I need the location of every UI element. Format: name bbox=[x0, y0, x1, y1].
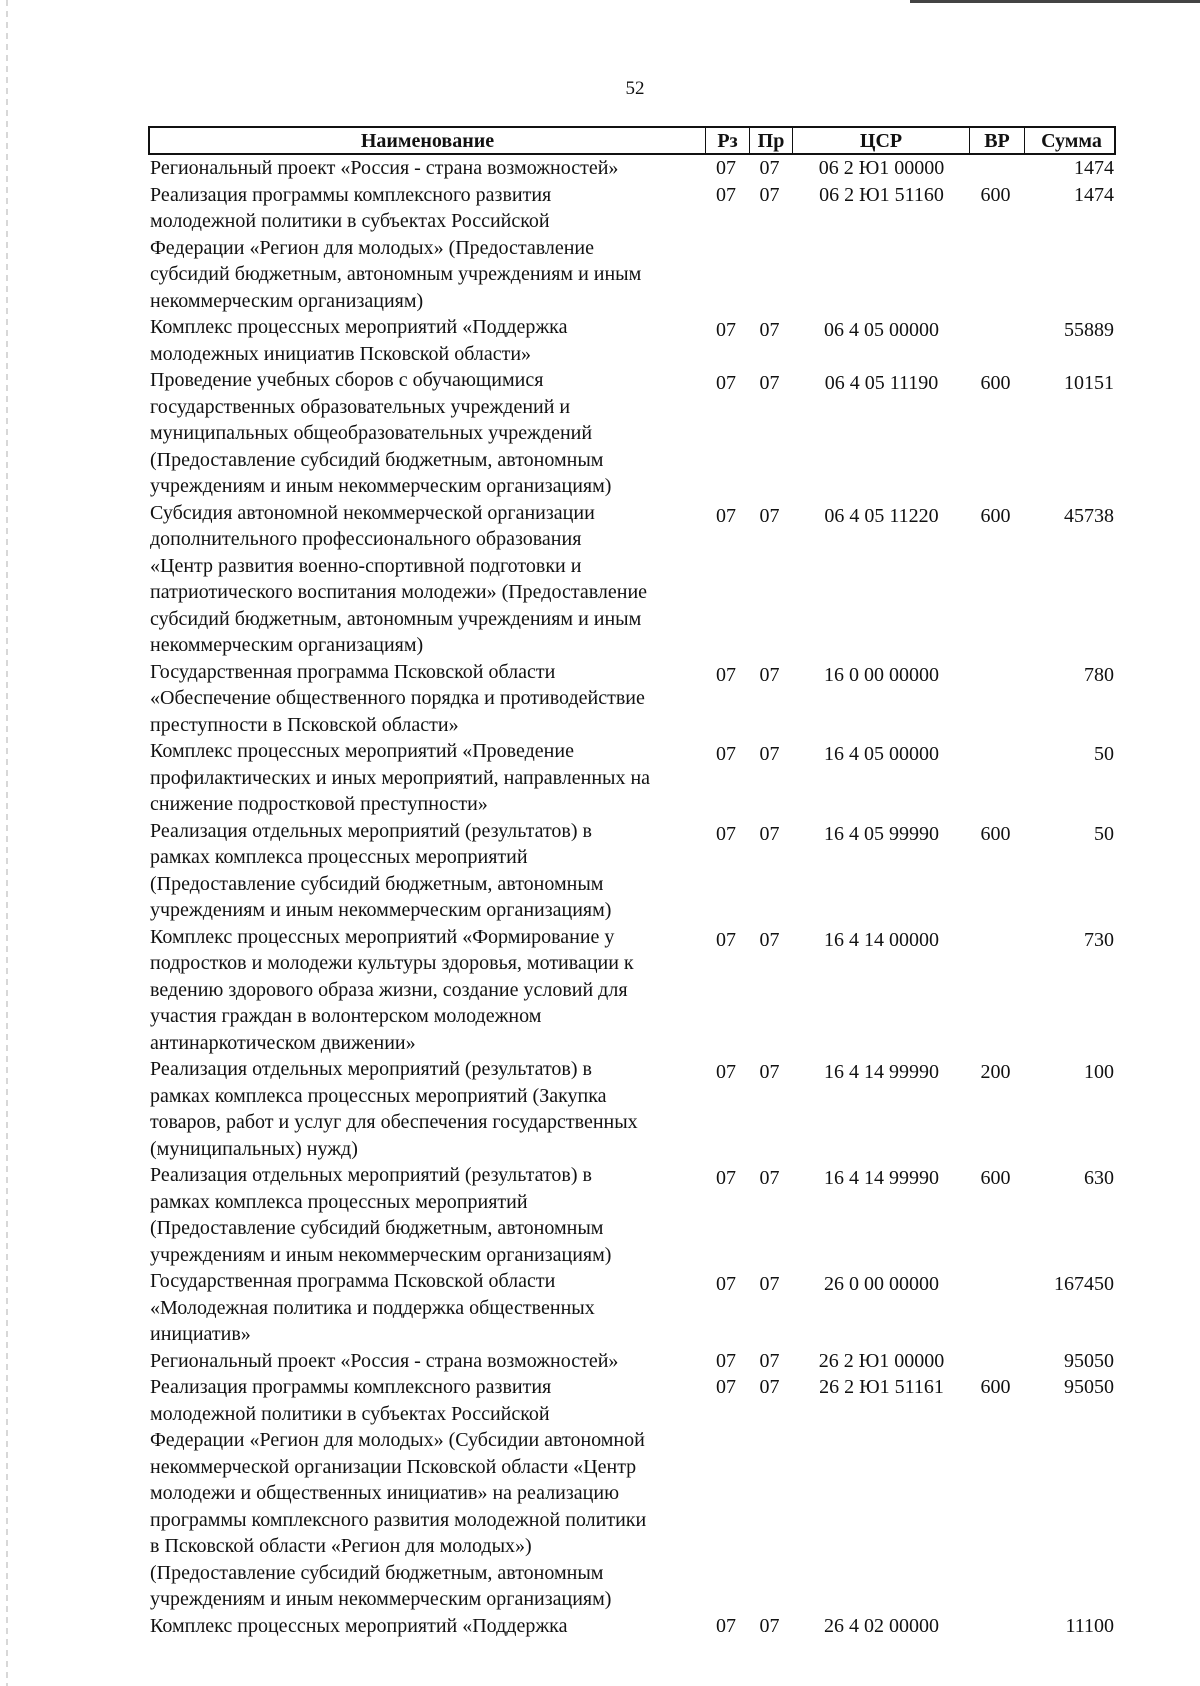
row-csr: 06 4 05 00000 bbox=[824, 319, 939, 341]
table-header bbox=[148, 126, 1116, 155]
row-rz: 07 bbox=[716, 1273, 736, 1295]
row-vr: 600 bbox=[980, 1376, 1011, 1398]
row-csr: 26 0 00 00000 bbox=[824, 1273, 939, 1295]
row-name: Региональный проект «Россия - страна возможностей» bbox=[150, 1349, 619, 1372]
row-csr: 06 4 05 11190 bbox=[824, 372, 939, 394]
row-name: Субсидия автономной некоммерческой организации дополнительного профессионального образования «Центр развития военно-спортивной подготовки и патриотического воспитания молодежи» (Предоставление субсидий бюджетным, автономным учреждениям и иным некоммерческим организациям) bbox=[150, 501, 648, 656]
scan-edge-top bbox=[910, 0, 1200, 3]
row-rz: 07 bbox=[716, 504, 736, 527]
row-csr: 16 4 14 00000 bbox=[824, 928, 939, 951]
row-rz: 07 bbox=[716, 1349, 736, 1372]
table-row bbox=[148, 1374, 1116, 1613]
row-vr bbox=[968, 924, 1023, 1057]
scan-edge-left bbox=[6, 0, 8, 1686]
header-name: Наименование bbox=[150, 128, 706, 153]
header-csr: ЦСР bbox=[793, 128, 970, 153]
row-rz: 07 bbox=[716, 1167, 736, 1189]
table-row bbox=[148, 1162, 1116, 1268]
row-pr: 07 bbox=[759, 157, 780, 179]
row-sum: 50 bbox=[1094, 743, 1114, 765]
header-rz: Рз bbox=[706, 128, 750, 153]
row-name: Комплекс процессных мероприятий «Поддержка молодежных инициатив Псковской области» bbox=[150, 316, 568, 365]
table-row bbox=[148, 182, 1116, 315]
row-pr: 07 bbox=[759, 1376, 780, 1398]
row-name: Комплекс процессных мероприятий «Формирование у подростков и молодежи культуры здоровья, мотивации к ведению здорового образа жизни, создание условий для участия граждан в волонтерском молодежном антинаркотическом движении» bbox=[150, 925, 634, 1054]
row-sum: 100 bbox=[1084, 1061, 1114, 1083]
row-name: Проведение учебных сборов с обучающимися государственных образовательных учреждений и муниципальных общеобразовательных учреждений (Предоставление субсидий бюджетным, автономным учреждениям и иным некоммерческим организациям) bbox=[150, 369, 612, 497]
row-pr: 07 bbox=[759, 1273, 780, 1295]
row-sum: 730 bbox=[1084, 928, 1114, 951]
row-pr: 07 bbox=[759, 319, 780, 341]
row-pr: 07 bbox=[759, 743, 780, 765]
row-pr: 07 bbox=[759, 663, 780, 686]
row-pr: 07 bbox=[759, 928, 780, 951]
row-vr bbox=[968, 314, 1023, 367]
row-vr: 600 bbox=[980, 504, 1011, 527]
row-pr: 07 bbox=[759, 822, 780, 845]
row-sum: 45738 bbox=[1064, 504, 1114, 527]
table-row bbox=[148, 659, 1116, 739]
header-vr: ВР bbox=[970, 128, 1025, 153]
row-pr: 07 bbox=[759, 1167, 780, 1189]
row-rz: 07 bbox=[716, 743, 736, 765]
row-name: Реализация отдельных мероприятий (результатов) в рамках комплекса процессных мероприятий (Предоставление субсидий бюджетным, автономным учреждениям и иным некоммерческим организациям) bbox=[150, 819, 612, 921]
table-row bbox=[148, 924, 1116, 1057]
row-rz: 07 bbox=[716, 1061, 736, 1083]
row-rz: 07 bbox=[716, 1614, 736, 1637]
table-row bbox=[148, 818, 1116, 924]
row-pr: 07 bbox=[759, 1061, 780, 1083]
row-name: Комплекс процессных мероприятий «Поддержка bbox=[150, 1614, 568, 1637]
row-name: Региональный проект «Россия - страна возможностей» bbox=[150, 157, 619, 179]
row-name: Комплекс процессных мероприятий «Проведение профилактических и иных мероприятий, направленных на снижение подростковой преступности» bbox=[150, 740, 651, 815]
row-vr bbox=[968, 659, 1023, 739]
row-sum: 50 bbox=[1094, 822, 1114, 845]
row-csr: 16 4 05 99990 bbox=[824, 822, 939, 845]
row-csr: 16 4 14 99990 bbox=[824, 1061, 939, 1083]
row-sum: 10151 bbox=[1064, 372, 1114, 394]
row-vr bbox=[968, 1613, 1023, 1640]
row-sum: 1474 bbox=[1074, 183, 1114, 206]
table-row bbox=[148, 500, 1116, 659]
table-row bbox=[148, 1056, 1116, 1162]
table-row bbox=[148, 367, 1116, 500]
table-row bbox=[148, 738, 1116, 818]
row-sum: 167450 bbox=[1054, 1273, 1114, 1295]
header-pr: Пр bbox=[750, 128, 793, 153]
page-number: 52 bbox=[625, 78, 645, 99]
row-csr: 06 4 05 11220 bbox=[824, 504, 939, 527]
table-row bbox=[148, 1613, 1116, 1640]
row-sum: 11100 bbox=[1065, 1614, 1114, 1637]
row-csr: 26 4 02 00000 bbox=[824, 1614, 939, 1637]
table-row bbox=[148, 314, 1116, 367]
row-csr: 26 2 Ю1 00000 bbox=[818, 1349, 945, 1372]
row-name: Реализация отдельных мероприятий (результатов) в рамках комплекса процессных мероприятий (Закупка товаров, работ и услуг для обеспечения государственных (муниципальных) нужд) bbox=[150, 1058, 638, 1160]
row-csr: 06 2 Ю1 00000 bbox=[818, 157, 945, 179]
row-rz: 07 bbox=[716, 372, 736, 394]
row-pr: 07 bbox=[759, 183, 780, 206]
table-row bbox=[148, 1268, 1116, 1348]
table-row bbox=[148, 155, 1116, 182]
row-csr: 16 4 14 99990 bbox=[824, 1167, 939, 1189]
header-sum: Сумма bbox=[1041, 130, 1102, 152]
row-name: Реализация отдельных мероприятий (результатов) в рамках комплекса процессных мероприятий (Предоставление субсидий бюджетным, автономным учреждениям и иным некоммерческим организациям) bbox=[150, 1164, 612, 1266]
row-rz: 07 bbox=[716, 157, 736, 179]
row-sum: 780 bbox=[1084, 663, 1114, 686]
row-vr bbox=[968, 1348, 1023, 1375]
row-pr: 07 bbox=[759, 1349, 780, 1372]
row-rz: 07 bbox=[716, 928, 736, 951]
row-csr: 16 4 05 00000 bbox=[824, 743, 939, 765]
row-csr: 06 2 Ю1 51160 bbox=[819, 183, 944, 206]
row-csr: 26 2 Ю1 51161 bbox=[819, 1376, 944, 1398]
row-sum: 1474 bbox=[1074, 157, 1114, 179]
row-sum: 95050 bbox=[1064, 1376, 1114, 1398]
row-name: Реализация программы комплексного развития молодежной политики в субъектах Российской Федерации «Регион для молодых» (Предоставление субсидий бюджетным, автономным учреждениям и иным некоммерческим организациям) bbox=[150, 183, 642, 312]
row-rz: 07 bbox=[716, 822, 736, 845]
row-vr bbox=[968, 155, 1023, 182]
table-row bbox=[148, 1348, 1116, 1375]
row-pr: 07 bbox=[759, 1614, 780, 1637]
row-vr: 600 bbox=[980, 822, 1011, 845]
row-rz: 07 bbox=[716, 1376, 736, 1398]
row-vr bbox=[968, 1268, 1023, 1348]
row-name: Государственная программа Псковской области «Обеспечение общественного порядка и противодействие преступности в Псковской области» bbox=[150, 660, 645, 736]
row-name: Государственная программа Псковской области «Молодежная политика и поддержка общественных инициатив» bbox=[150, 1270, 595, 1345]
row-csr: 16 0 00 00000 bbox=[824, 663, 939, 686]
row-vr bbox=[968, 738, 1023, 818]
row-vr: 200 bbox=[980, 1061, 1011, 1083]
row-rz: 07 bbox=[716, 663, 736, 686]
row-rz: 07 bbox=[716, 319, 736, 341]
row-sum: 95050 bbox=[1064, 1349, 1114, 1372]
row-vr: 600 bbox=[980, 1167, 1011, 1189]
row-name: Реализация программы комплексного развития молодежной политики в субъектах Российской Федерации «Регион для молодых» (Субсидии автономной некоммерческой организации Псковской области «Центр молодежи и общественных инициатив» на реализацию программы комплексного развития молодежной политики в Псковской области «Регион для молодых») (Предоставление субсидий бюджетным, автономным учреждениям и иным некоммерческим организациям) bbox=[150, 1376, 647, 1610]
budget-table bbox=[148, 126, 1116, 1639]
row-rz: 07 bbox=[716, 183, 736, 206]
row-sum: 630 bbox=[1084, 1167, 1114, 1189]
row-pr: 07 bbox=[759, 372, 780, 394]
row-vr: 600 bbox=[980, 183, 1011, 206]
row-sum: 55889 bbox=[1064, 319, 1114, 341]
row-pr: 07 bbox=[759, 504, 780, 527]
row-vr: 600 bbox=[980, 372, 1011, 394]
